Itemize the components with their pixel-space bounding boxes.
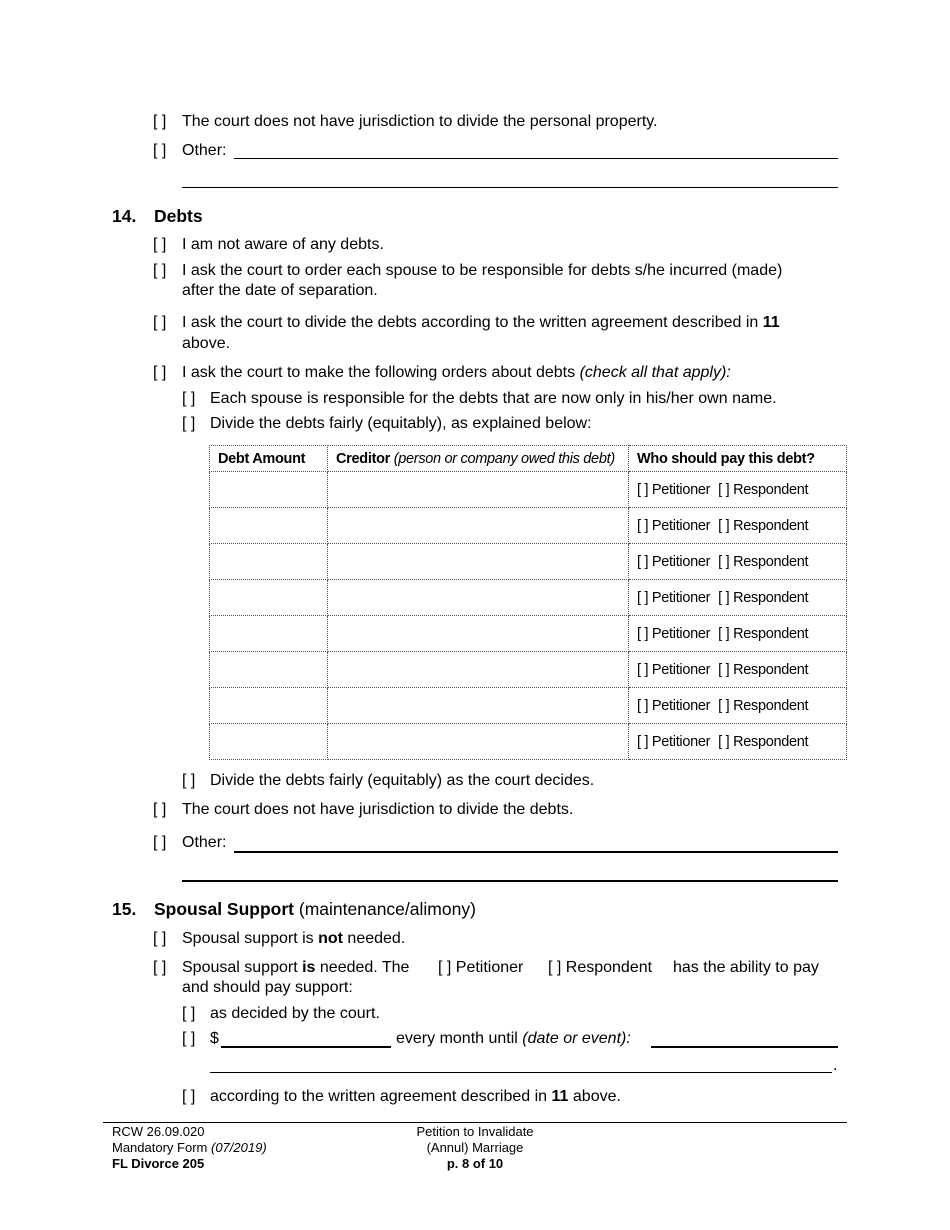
checkbox[interactable]: [ ] (153, 113, 167, 130)
who-pays-cell (629, 472, 847, 508)
written-agreement-pre: I ask the court to divide the debts according to the written agreement described in (182, 314, 759, 331)
respondent-checkbox[interactable]: [ ] Respondent (718, 589, 809, 606)
who-pays-cell (629, 580, 847, 616)
support-is-needed-bold: is (302, 959, 316, 976)
section-title: Debts (154, 206, 203, 226)
creditor-cell[interactable] (328, 616, 629, 652)
monthly-note: (date or event): (522, 1030, 631, 1047)
other-input-line-2[interactable] (182, 187, 838, 188)
table-row (210, 688, 847, 724)
checkbox[interactable]: [ ] (153, 142, 167, 159)
no-jurisdiction-debts-text: The court does not have jurisdiction to divide the debts. (182, 801, 574, 818)
checkbox[interactable]: [ ] (182, 1030, 196, 1047)
who-pays-cell (629, 688, 847, 724)
creditor-cell[interactable] (328, 544, 629, 580)
support-is-needed-line2: and should pay support: (182, 979, 353, 996)
column-header-debt-amount: Debt Amount (210, 446, 328, 472)
creditor-cell[interactable] (328, 688, 629, 724)
petitioner-checkbox[interactable]: [ ] Petitioner (438, 959, 524, 976)
each-responsible-text: I ask the court to order each spouse to be responsible for debts s/he incurred (made) (182, 262, 783, 279)
debt-amount-cell[interactable] (210, 508, 328, 544)
who-pays-cell (629, 724, 847, 760)
court-decides-text: Divide the debts fairly (equitably) as the court decides. (210, 772, 595, 789)
table-row (210, 616, 847, 652)
checkbox[interactable]: [ ] (153, 236, 167, 253)
other-label: Other: (182, 142, 227, 159)
written-agreement-text-2: above. (182, 335, 231, 352)
creditor-label: Creditor (336, 450, 390, 467)
footer-rcw: RCW 26.09.020 (112, 1124, 205, 1139)
checkbox[interactable]: [ ] (182, 1088, 196, 1105)
table-row (210, 724, 847, 760)
checkbox[interactable]: [ ] (182, 772, 196, 789)
as-decided-text: as decided by the court. (210, 1005, 380, 1022)
agreement-pre: according to the written agreement described in (210, 1088, 548, 1105)
respondent-checkbox[interactable]: [ ] Respondent (718, 697, 809, 714)
petitioner-checkbox[interactable]: [ ] Petitioner (637, 733, 711, 750)
other-input-line[interactable] (234, 851, 838, 853)
debt-amount-cell[interactable] (210, 652, 328, 688)
following-orders-main: I ask the court to make the following orders about debts (182, 364, 576, 381)
creditor-cell[interactable] (328, 724, 629, 760)
footer-title-line2: (Annul) Marriage (426, 1140, 524, 1155)
support-is-needed-mid: needed. The (319, 959, 410, 976)
other-input-line-2[interactable] (182, 880, 838, 882)
period: . (833, 1057, 838, 1074)
respondent-checkbox[interactable]: [ ] Respondent (718, 625, 809, 642)
column-header-creditor (328, 446, 629, 472)
debt-amount-cell[interactable] (210, 688, 328, 724)
checkbox[interactable]: [ ] (153, 930, 167, 947)
footer-mandatory-date: (07/2019) (211, 1140, 267, 1155)
own-name-text: Each spouse is responsible for the debts that are now only in his/her own name. (210, 390, 777, 407)
petitioner-checkbox[interactable]: [ ] Petitioner (637, 481, 711, 498)
who-pays-cell (629, 652, 847, 688)
date-input-line[interactable] (651, 1046, 838, 1048)
who-pays-cell (629, 616, 847, 652)
petitioner-checkbox[interactable]: [ ] Petitioner (637, 661, 711, 678)
monthly-mid: every month until (396, 1030, 518, 1047)
date-input-line-2[interactable] (210, 1072, 832, 1073)
debt-amount-cell[interactable] (210, 472, 328, 508)
checkbox[interactable]: [ ] (153, 364, 167, 381)
checkbox[interactable]: [ ] (153, 314, 167, 331)
amount-input-line[interactable] (221, 1046, 391, 1048)
debt-amount-cell[interactable] (210, 616, 328, 652)
support-is-needed-pre: Spousal support (182, 959, 298, 976)
checkbox[interactable]: [ ] (153, 959, 167, 976)
footer-title-line1: Petition to Invalidate (416, 1124, 534, 1139)
support-not-needed-post: needed. (347, 930, 406, 947)
checkbox[interactable]: [ ] (153, 801, 167, 818)
agreement-post: above. (572, 1088, 621, 1105)
section-ref: 11 (762, 314, 780, 331)
each-responsible-text-2: after the date of separation. (182, 282, 378, 299)
footer-page: p. 8 of 10 (446, 1156, 504, 1171)
footer-left (112, 1124, 267, 1172)
debt-amount-cell[interactable] (210, 544, 328, 580)
no-jurisdiction-property-text: The court does not have jurisdiction to divide the personal property. (182, 113, 658, 130)
creditor-cell[interactable] (328, 472, 629, 508)
following-orders-note: (check all that apply): (579, 364, 731, 381)
checkbox[interactable]: [ ] (153, 262, 167, 279)
petitioner-checkbox[interactable]: [ ] Petitioner (637, 553, 711, 570)
section-number: 15. (112, 899, 137, 919)
table-row (210, 580, 847, 616)
debts-table (209, 445, 847, 760)
checkbox[interactable]: [ ] (182, 415, 196, 432)
petitioner-checkbox[interactable]: [ ] Petitioner (637, 625, 711, 642)
section-heading (154, 899, 476, 920)
debt-amount-cell[interactable] (210, 724, 328, 760)
petitioner-checkbox[interactable]: [ ] Petitioner (637, 697, 711, 714)
checkbox[interactable]: [ ] (153, 834, 167, 851)
footer-mandatory-label: Mandatory Form (112, 1140, 208, 1155)
table-row (210, 544, 847, 580)
petitioner-checkbox[interactable]: [ ] Petitioner (637, 589, 711, 606)
creditor-cell[interactable] (328, 580, 629, 616)
written-agreement-text (182, 314, 780, 332)
table-row (210, 652, 847, 688)
other-label: Other: (182, 834, 227, 851)
respondent-checkbox[interactable]: [ ] Respondent (718, 733, 809, 750)
respondent-checkbox[interactable]: [ ] Respondent (718, 661, 809, 678)
table-header-row (210, 446, 847, 472)
footer-divider (103, 1122, 847, 1123)
respondent-checkbox[interactable]: [ ] Respondent (718, 517, 809, 534)
checkbox[interactable]: [ ] (182, 390, 196, 407)
footer-form-id: FL Divorce 205 (112, 1156, 205, 1171)
section-title: Spousal Support (154, 899, 294, 919)
checkbox[interactable]: [ ] (182, 1005, 196, 1022)
footer-mandatory (112, 1140, 267, 1156)
section-number: 14. (112, 206, 137, 226)
section-subtitle: (maintenance/alimony) (298, 899, 476, 919)
debt-amount-cell[interactable] (210, 580, 328, 616)
agreement-text (210, 1088, 621, 1106)
respondent-checkbox[interactable]: [ ] Respondent (548, 959, 653, 976)
who-pays-cell (629, 508, 847, 544)
monthly-text (396, 1030, 631, 1048)
column-header-who-pays: Who should pay this debt? (629, 446, 847, 472)
support-not-needed-bold: not (318, 930, 343, 947)
support-is-needed-text (182, 959, 409, 977)
respondent-checkbox[interactable]: [ ] Respondent (718, 553, 809, 570)
footer-center (375, 1124, 575, 1172)
support-not-needed-text (182, 930, 405, 948)
following-orders-text (182, 364, 731, 382)
support-not-needed-pre: Spousal support is (182, 930, 314, 947)
table-row (210, 508, 847, 544)
not-aware-text: I am not aware of any debts. (182, 236, 384, 253)
creditor-cell[interactable] (328, 652, 629, 688)
divide-below-text: Divide the debts fairly (equitably), as explained below: (210, 415, 592, 432)
creditor-note: (person or company owed this debt) (393, 450, 615, 467)
respondent-checkbox[interactable]: [ ] Respondent (718, 481, 809, 498)
support-is-needed-post: has the ability to pay (673, 959, 819, 976)
creditor-cell[interactable] (328, 508, 629, 544)
petitioner-checkbox[interactable]: [ ] Petitioner (637, 517, 711, 534)
dollar-sign: $ (210, 1030, 219, 1047)
other-input-line[interactable] (234, 158, 838, 159)
who-pays-cell (629, 544, 847, 580)
section-ref: 11 (551, 1088, 569, 1105)
table-row (210, 472, 847, 508)
